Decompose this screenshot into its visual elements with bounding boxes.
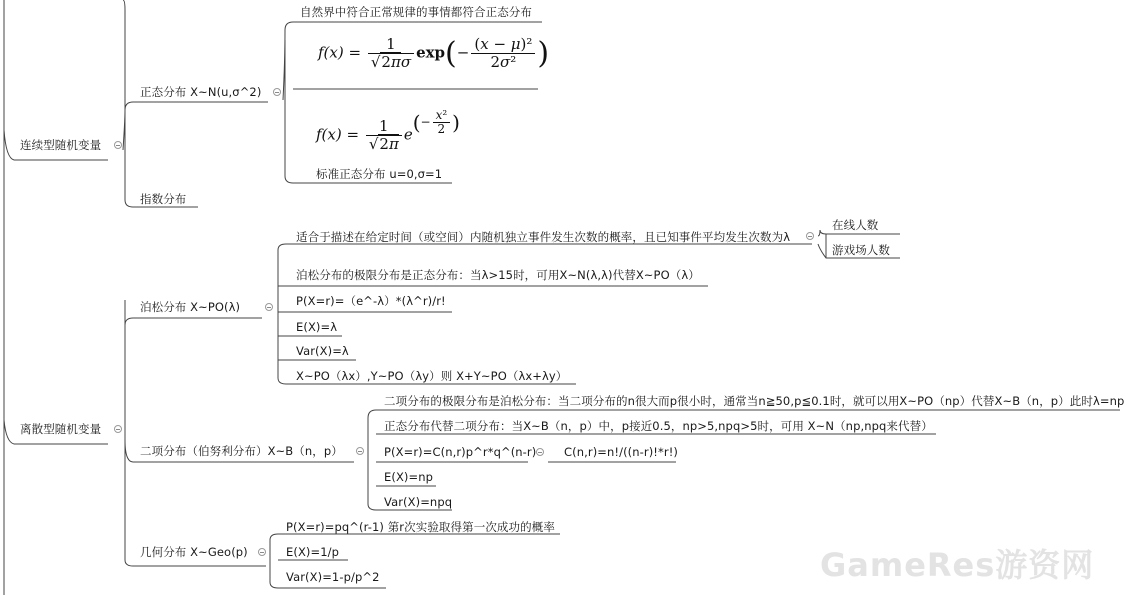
node-poisson-description[interactable]: 适合于描述在给定时间（或空间）内随机独立事件发生次数的概率，且已知事件平均发生次数为λ — [296, 230, 791, 244]
node-example-online-users[interactable]: 在线人数 — [832, 218, 879, 232]
node-poisson-pmf[interactable]: P(X=r)=（e^-λ）*(λ^r)/r! — [296, 294, 446, 308]
collapse-toggle-icon[interactable] — [114, 425, 122, 433]
watermark-logo: GameRes游资网 — [820, 546, 1095, 584]
node-binomial-mean[interactable]: E(X)=np — [384, 470, 434, 484]
collapse-toggle-icon[interactable] — [114, 141, 122, 149]
node-binomial-variance[interactable]: Var(X)=npq — [384, 495, 453, 509]
node-binomial-distribution[interactable]: 二项分布（伯努利分布）X~B（n，p） — [140, 444, 343, 458]
collapse-toggle-icon[interactable] — [265, 303, 273, 311]
node-poisson-sum[interactable]: X~PO（λx）,Y~PO（λy）则 X+Y~PO（λx+λy） — [296, 369, 568, 383]
formula-lhs: f(x) = — [316, 125, 360, 144]
node-binomial-pmf[interactable]: P(X=r)=C(n,r)p^r*q^(n-r) — [384, 445, 537, 459]
node-geometric-distribution[interactable]: 几何分布 X~Geo(p) — [140, 545, 248, 559]
collapse-toggle-icon[interactable] — [356, 447, 364, 455]
node-poisson-mean[interactable]: E(X)=λ — [296, 320, 338, 334]
node-continuous-random-variable[interactable]: 连续型随机变量 — [20, 138, 102, 152]
node-example-game-room-users[interactable]: 游戏场人数 — [832, 243, 890, 257]
node-geometric-variance[interactable]: Var(X)=1-p/p^2 — [286, 570, 380, 584]
node-discrete-random-variable[interactable]: 离散型随机变量 — [20, 422, 102, 436]
node-binomial-limit[interactable]: 二项分布的极限分布是泊松分布：当二项分布的n很大而p很小时，通常当n≧50,p≦0.1时，就可以用X~PO（np）代替X~B（n，p）此时λ=np — [384, 394, 1125, 408]
node-poisson-distribution[interactable]: 泊松分布 X~PO(λ) — [140, 300, 241, 314]
formula-fraction: $\frac{1}{√2\pi\sigma}$ — [368, 36, 414, 71]
formula-standard-normal-pdf: f(x) = $\frac{1}{√2\pi}$ e(− $\frac{\text{x²}}{2}$ ) — [316, 107, 460, 153]
node-normal-description[interactable]: 自然界中符合正常规律的事情都符合正态分布 — [300, 5, 532, 19]
formula-fraction: $\frac{1}{√2\pi}$ — [366, 118, 402, 153]
node-normal-distribution[interactable]: 正态分布 X~N(u,σ^2) — [140, 85, 262, 99]
formula-normal-pdf: f(x) = $\frac{1}{√2\pi\sigma}$ exp(− $\frac{\text{(x − μ)²}}{\text{2σ²}}$ ) — [318, 35, 550, 71]
formula-lhs: f(x) = — [318, 43, 362, 62]
collapse-toggle-icon[interactable] — [273, 88, 281, 96]
node-poisson-variance[interactable]: Var(X)=λ — [296, 344, 349, 358]
node-exponential-distribution[interactable]: 指数分布 — [140, 192, 187, 206]
collapse-toggle-icon[interactable] — [806, 232, 814, 240]
node-geometric-pmf[interactable]: P(X=r)=pq^(r-1) 第r次实验取得第一次成功的概率 — [286, 520, 555, 534]
node-geometric-mean[interactable]: E(X)=1/p — [286, 545, 340, 559]
collapse-toggle-icon[interactable] — [536, 448, 544, 456]
formula-exp: exp — [416, 43, 446, 62]
node-binomial-combination[interactable]: C(n,r)=n!/((n-r)!*r!) — [564, 445, 678, 459]
node-binomial-normal-approx[interactable]: 正态分布代替二项分布：当X~B（n，p）中，p接近0.5，np>5,npq>5时，可用 X~N（np,npq来代替） — [384, 419, 933, 433]
node-standard-normal[interactable]: 标准正态分布 u=0,σ=1 — [316, 167, 443, 181]
node-poisson-limit[interactable]: 泊松分布的极限分布是正态分布：当λ>15时，可用X~N(λ,λ)代替X~PO（λ） — [296, 268, 700, 282]
collapse-toggle-icon[interactable] — [258, 548, 266, 556]
